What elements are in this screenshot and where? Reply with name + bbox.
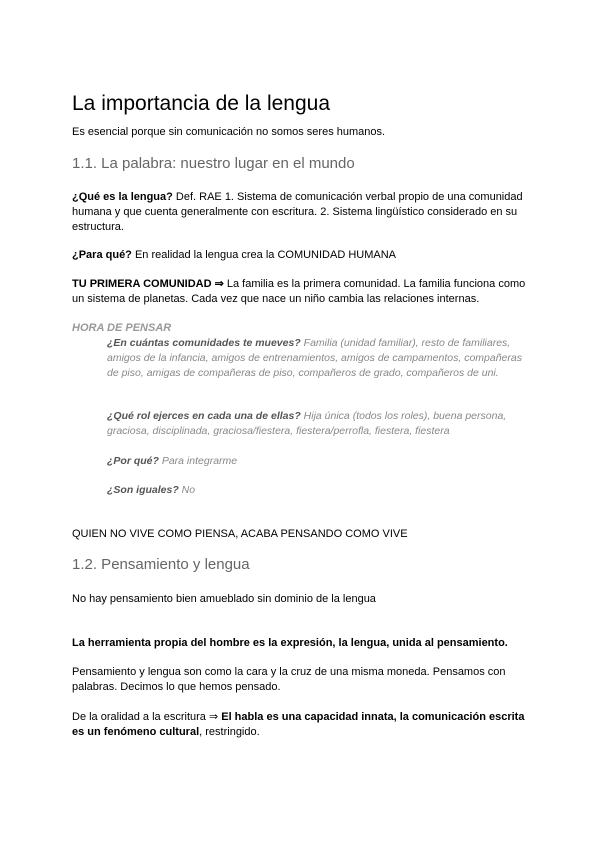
paragraph-cara-cruz: Pensamiento y lengua son como la cara y la cruz de una misma moneda. Pensamos con palabras. Decimos lo que hemos pensado. <box>72 666 506 693</box>
paragraph-primera-comunidad <box>72 277 532 307</box>
answer-text: No <box>178 484 196 496</box>
page-title: La importancia de la lengua <box>72 92 331 115</box>
answer-text: Para integrarme <box>158 455 238 467</box>
question-label: ¿En cuántas comunidades te mueves? <box>107 337 301 349</box>
hora-de-pensar-label: HORA DE PENSAR <box>72 322 172 334</box>
bold-text: El habla es una capacidad innata, la comunicación escrita es un fenómeno cultural <box>72 711 525 738</box>
paragraph-pensamiento: No hay pensamiento bien amueblado sin dominio de la lengua <box>72 593 376 605</box>
paragraph-oralidad <box>72 710 532 740</box>
question-comunidades <box>107 336 532 381</box>
question-label: ¿Son iguales? <box>107 484 179 496</box>
paragraph-herramienta: La herramienta propia del hombre es la expresión, la lengua, unida al pensamiento. <box>72 637 508 649</box>
question-rol <box>107 409 532 439</box>
question-label: ¿Por qué? <box>107 455 159 467</box>
paragraph-text: En realidad la lengua crea la COMUNIDAD HUMANA <box>131 249 397 261</box>
question-label: ¿Qué rol ejerces en cada una de ellas? <box>107 410 301 422</box>
paragraph-text: Def. RAE 1. Sistema de comunicación verbal propio de una comunidad humana y que cuenta generalmente con escritura. 2. Sistema lingüístico considerado en su estructura. <box>72 191 523 233</box>
bold-label: TU PRIMERA COMUNIDAD ⇒ <box>72 278 224 290</box>
section-heading-1: 1.1. La palabra: nuestro lugar en el mundo <box>72 155 355 172</box>
question-por-que <box>107 454 532 469</box>
answer-text: Familia (unidad familiar), resto de familiares, amigos de la infancia, amigos de entrenamientos, amigos de campamentos, compañeras de piso, amigas de compañeras de piso, compañeros de grado, compañeros de uni. <box>107 337 522 379</box>
intro-paragraph: Es esencial porque sin comunicación no somos seres humanos. <box>72 126 386 138</box>
quote-line: QUIEN NO VIVE COMO PIENSA, ACABA PENSANDO COMO VIVE <box>72 528 408 540</box>
paragraph-text: De la oralidad a la escritura ⇒ <box>72 711 222 723</box>
question-son-iguales <box>107 483 532 498</box>
paragraph-text: , restringido. <box>199 726 260 738</box>
bold-label: ¿Para qué? <box>72 249 132 261</box>
paragraph-para-que <box>72 248 532 263</box>
paragraph-text: La familia es la primera comunidad. La familia funciona como un sistema de planetas. Cada vez que nace un niño cambia las relaciones internas. <box>72 278 526 305</box>
section-heading-2: 1.2. Pensamiento y lengua <box>72 556 250 573</box>
paragraph-que-es-lengua <box>72 190 532 235</box>
bold-label: ¿Qué es la lengua? <box>72 191 173 203</box>
answer-text: Hija única (todos los roles), buena persona, graciosa, disciplinada, graciosa/fiestera, fiestera/perrofla, fiestera, fiestera <box>107 410 507 437</box>
